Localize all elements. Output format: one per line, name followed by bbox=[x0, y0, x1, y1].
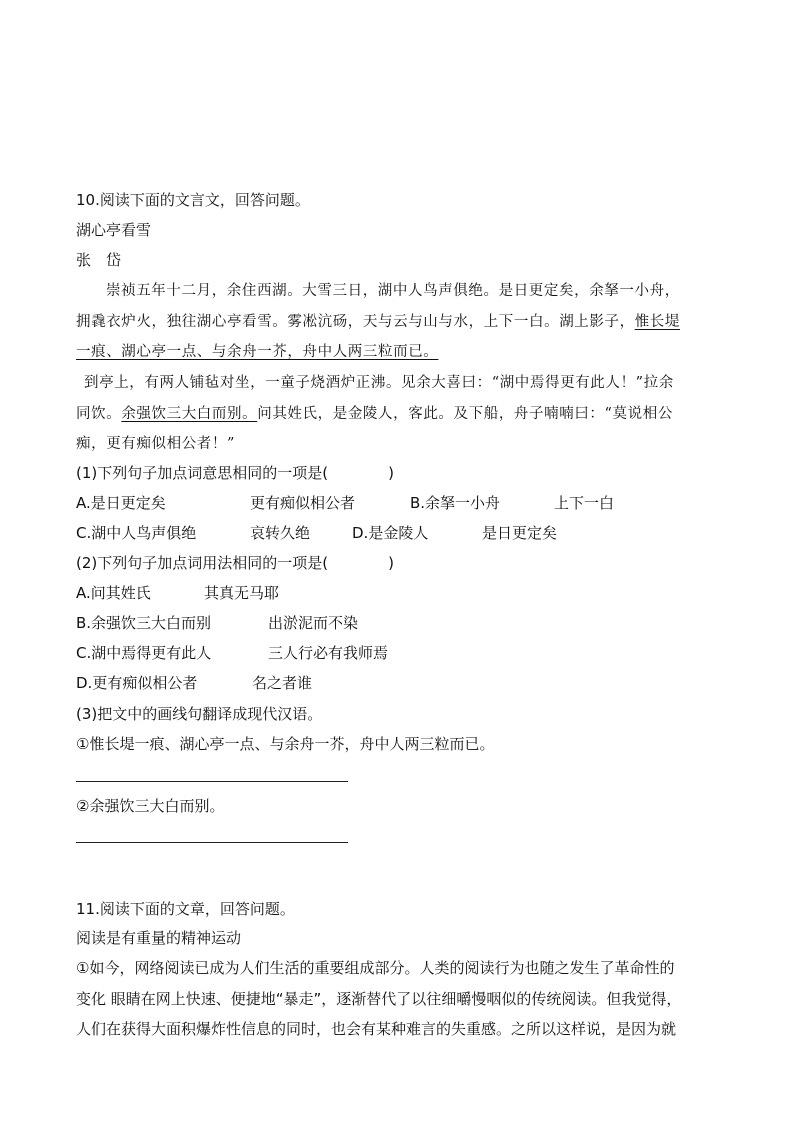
q10-sub2-option-a bbox=[76, 582, 279, 604]
q10-sub2-option-c bbox=[76, 642, 388, 664]
q10-para2-line1: 到亭上，有两人铺毡对坐，一童子烧酒炉正沸。见余大喜曰：“湖中焉得更有此人！”拉余 bbox=[84, 375, 674, 391]
q10-sub2-option-d-2: 名之者谁 bbox=[252, 674, 313, 692]
q10-sub1-options-cd bbox=[76, 522, 557, 544]
q10-author: 张 岱 bbox=[76, 251, 122, 269]
q10-sub2-option-a-2: 其真无马耶 bbox=[204, 584, 280, 602]
q10-sub1-option-d-1: D.是金陵人 bbox=[352, 524, 429, 542]
q10-para2-line2-start: 同饮。 bbox=[76, 406, 122, 422]
q10-sub3-item2: ②余强饮三大白而别。 bbox=[76, 797, 225, 815]
q10-para1-line2 bbox=[76, 311, 680, 333]
q10-underlined-sentence-1b: 一痕、湖心亭一点、与余舟一芥，舟中人两三粒而已。 bbox=[76, 344, 439, 360]
q10-underlined-sentence-1a: 惟长堤 bbox=[634, 314, 681, 330]
q10-sub1-option-a-2: 更有痴似相公者 bbox=[250, 494, 356, 512]
q10-para2-line2-end: 问其姓氏，是金陵人，客此。及下船，舟子喃喃曰：“莫说相公 bbox=[257, 406, 673, 422]
q10-para1-line1: 崇祯五年十二月，余住西湖。大雪三日，湖中人鸟声俱绝。是日更定矣，余拏一小舟， bbox=[106, 283, 680, 299]
q10-underlined-sentence-2: 余强饮三大白而别。 bbox=[121, 406, 258, 422]
q10-heading: 10.阅读下面的文言文，回答问题。 bbox=[76, 191, 310, 209]
q10-sub3-item1: ①惟长堤一痕、湖心亭一点、与余舟一芥，舟中人两三粒而已。 bbox=[76, 735, 495, 753]
q10-sub1-option-d-2: 是日更定矣 bbox=[482, 524, 558, 542]
q10-sub1-option-a-1: A.是日更定矣 bbox=[76, 494, 166, 512]
q10-sub1-option-b-1: B.余拏一小舟 bbox=[410, 494, 501, 512]
q11-passage-title: 阅读是有重量的精神运动 bbox=[76, 929, 242, 947]
q11-para1-line3: 人们在获得大面积爆炸性信息的同时，也会有某种难言的失重感。之所以这样说，是因为就 bbox=[76, 1020, 677, 1038]
q11-para1-line1: ①如今，网络阅读已成为人们生活的重要组成部分。人类的阅读行为也随之发生了革命性的 bbox=[76, 959, 675, 977]
q10-sub2-option-b-1: B.余强饮三大白而别 bbox=[76, 614, 212, 632]
q10-sub2-option-c-1: C.湖中焉得更有此人 bbox=[76, 644, 212, 662]
q10-sub2-option-d-1: D.更有痴似相公者 bbox=[76, 674, 198, 692]
q10-sub2-prompt: (2)下列句子加点词用法相同的一项是( ) bbox=[76, 554, 394, 572]
q10-sub1-prompt: (1)下列句子加点词意思相同的一项是( ) bbox=[76, 464, 394, 482]
q10-sub2-option-d bbox=[76, 672, 312, 694]
q10-para2-line3: 痴，更有痴似相公者！” bbox=[76, 436, 236, 452]
q10-sub2-option-a-1: A.问其姓氏 bbox=[76, 584, 151, 602]
q10-sub3-prompt: (3)把文中的画线句翻译成现代汉语。 bbox=[76, 705, 323, 723]
q10-sub1-option-c-2: 哀转久绝 bbox=[250, 524, 311, 542]
q10-para1-line2-text: 拥毳衣炉火，独往湖心亭看雪。雾凇沆砀，天与云与山与水，上下一白。湖上影子， bbox=[76, 314, 635, 330]
q10-sub1-option-b-2: 上下一白 bbox=[554, 494, 615, 512]
q10-para2-line2 bbox=[76, 403, 673, 425]
q10-sub1-options-ab bbox=[76, 492, 614, 514]
q10-sub2-option-b-2: 出淤泥而不染 bbox=[268, 614, 359, 632]
q10-sub1-option-c-1: C.湖中人鸟声俱绝 bbox=[76, 524, 197, 542]
q11-heading: 11.阅读下面的文章，回答问题。 bbox=[76, 900, 295, 918]
q10-sub2-option-b bbox=[76, 612, 358, 634]
q10-passage-title: 湖心亭看雪 bbox=[76, 221, 152, 239]
q10-sub2-option-c-2: 三人行必有我师焉 bbox=[268, 644, 389, 662]
q11-para1-line2: 变化 眼睛在网上快速、便捷地“暴走”，逐渐替代了以往细嚼慢咽似的传统阅读。但我觉得， bbox=[76, 990, 682, 1008]
answer-line-1[interactable] bbox=[76, 781, 348, 782]
answer-line-2[interactable] bbox=[76, 842, 348, 843]
